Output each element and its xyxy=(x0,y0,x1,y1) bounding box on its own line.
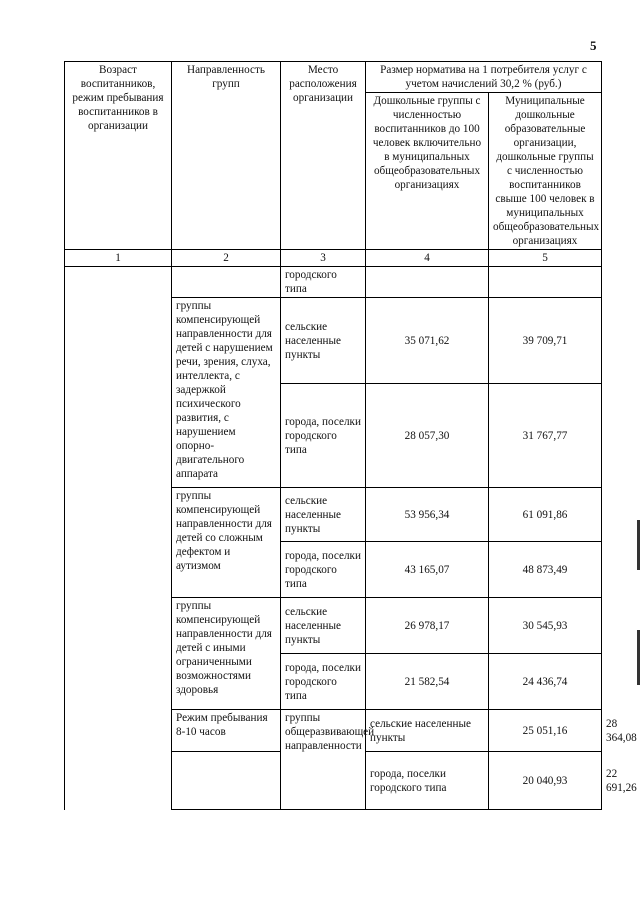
mode-cell-continued xyxy=(172,752,281,810)
direction-cell xyxy=(172,267,281,298)
location-cell: города, поселки городского типа xyxy=(281,384,366,488)
value-cell: 28 057,30 xyxy=(366,384,489,488)
page-number: 5 xyxy=(590,38,597,53)
location-cell: города, поселки городского типа xyxy=(281,654,366,710)
value-cell: 35 071,62 xyxy=(366,298,489,384)
norms-table xyxy=(64,61,637,810)
header-age-mode: Возраст воспитанников, режим пребывания воспитанников в организации xyxy=(65,62,172,250)
direction-cell: группы общеразвивающей направленности xyxy=(281,710,366,810)
column-number-row xyxy=(65,250,602,267)
value-cell: 20 040,93 xyxy=(489,752,602,810)
value-cell: 25 051,16 xyxy=(489,710,602,752)
location-cell: сельские населенные пункты xyxy=(366,710,489,752)
value-cell: 26 978,17 xyxy=(366,598,489,654)
column-number: 4 xyxy=(366,250,489,267)
value-cell: 31 767,77 xyxy=(489,384,602,488)
header-col4: Дошкольные группы с численностью воспитанников до 100 человек включительно в муниципальных общеобразовательных организациях xyxy=(366,93,489,250)
value-cell: 39 709,71 xyxy=(489,298,602,384)
header-direction: Направленность групп xyxy=(172,62,281,250)
value-cell: 53 956,34 xyxy=(366,488,489,542)
column-number: 3 xyxy=(281,250,366,267)
value-cell: 30 545,93 xyxy=(489,598,602,654)
column-number: 2 xyxy=(172,250,281,267)
location-cell: сельские населенные пункты xyxy=(281,488,366,542)
table-row: Режим пребывания 8-10 часов группы общеразвивающей направленности сельские населенные пункты 25 051,16 28 364,08 xyxy=(65,710,602,752)
age-cell-continued xyxy=(65,267,172,810)
mode-cell: Режим пребывания 8-10 часов xyxy=(172,710,281,752)
value-cell: 61 091,86 xyxy=(489,488,602,542)
value-cell: 48 873,49 xyxy=(489,542,602,598)
value-cell: 21 582,54 xyxy=(366,654,489,710)
direction-cell: группы компенсирующей направленности для детей со сложным дефектом и аутизмом xyxy=(172,488,281,598)
column-number: 1 xyxy=(65,250,172,267)
location-cell: города, поселки городского типа xyxy=(366,752,489,810)
direction-cell: группы компенсирующей направленности для детей с нарушением речи, зрения, слуха, интеллекта, с задержкой психического развития, с нарушением опорно-двигательного аппарата xyxy=(172,298,281,488)
value-cell: 24 436,74 xyxy=(489,654,602,710)
header-norm-group: Размер норматива на 1 потребителя услуг с учетом начислений 30,2 % (руб.) xyxy=(366,62,602,93)
location-cell: городского типа xyxy=(281,267,366,298)
column-number: 5 xyxy=(489,250,602,267)
location-cell: сельские населенные пункты xyxy=(281,298,366,384)
value-cell: 43 165,07 xyxy=(366,542,489,598)
header-col5: Муниципальные дошкольные образовательные организации, дошкольные группы с численностью воспитанников свыше 100 человек в муниципальных общеобразовательных организациях xyxy=(489,93,602,250)
location-cell: города, поселки городского типа xyxy=(281,542,366,598)
table-row xyxy=(65,267,602,298)
location-cell: сельские населенные пункты xyxy=(281,598,366,654)
direction-cell: группы компенсирующей направленности для детей с иными ограниченными возможностями здоровья xyxy=(172,598,281,710)
value-cell xyxy=(489,267,602,298)
header-location: Место расположения организации xyxy=(281,62,366,250)
value-cell xyxy=(366,267,489,298)
table-row: города, поселки городского типа 20 040,93 22 691,26 xyxy=(65,752,602,810)
header-row xyxy=(65,62,602,93)
